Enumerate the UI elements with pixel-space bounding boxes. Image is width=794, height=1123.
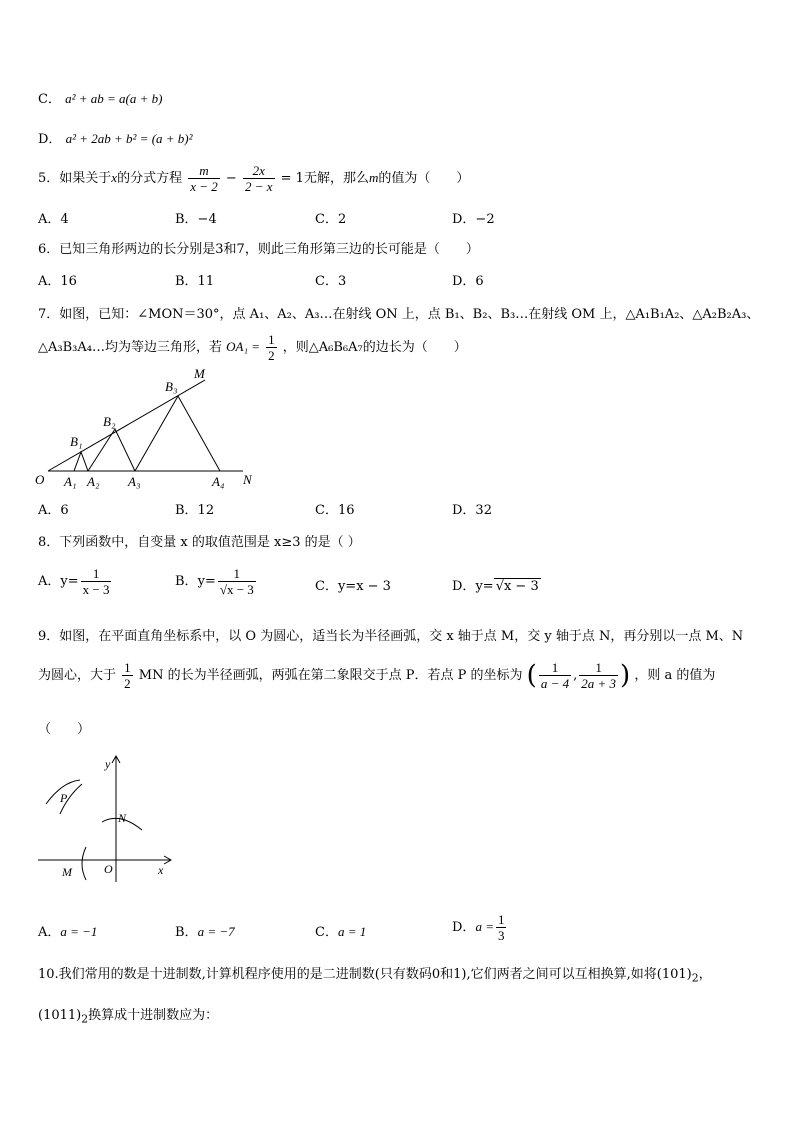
option-expression: √x − 3	[495, 579, 539, 594]
option-d-prev	[38, 128, 193, 147]
denominator: 2 − x	[244, 179, 273, 194]
numerator: 1	[218, 566, 256, 582]
label-y: y	[105, 757, 111, 771]
denominator: 3	[497, 928, 505, 943]
q6-option-a[interactable]: A．16	[38, 274, 77, 289]
option-label: D．	[452, 579, 476, 594]
denominator: x − 2	[190, 179, 218, 194]
denominator: a − 4	[540, 676, 570, 691]
q9-coord-x	[539, 660, 571, 691]
q9-paren-right: )	[620, 660, 631, 691]
q5-option-b[interactable]: B．−4	[175, 212, 217, 227]
option-label: C．	[315, 579, 338, 594]
question-5	[38, 163, 469, 194]
q8-option-c[interactable]	[315, 575, 391, 594]
option-expression: y=x − 3	[337, 579, 391, 594]
q6-option-b[interactable]: B．11	[175, 274, 215, 289]
label-a1: A₁	[64, 474, 77, 489]
option-label: C．	[315, 925, 338, 940]
question-10-line-2	[38, 1004, 218, 1026]
question-9-line-2: 为圆心，大于 $\frac{1}{2}$ MN 的长为半径画弧，两弧在第二象限交于点 P．若点 P 的坐标为 ( $\frac{1}{a - 4}$ , $\frac{1}{2a + 3}$ ) ，则 a 的值为	[38, 660, 716, 691]
q7-oa: OA₁ =	[226, 339, 260, 354]
q7-text: ，则△A₆B₆A₇的边长为（ ）	[282, 340, 467, 355]
q6-option-d[interactable]: D．6	[452, 274, 484, 289]
ray-om	[48, 380, 205, 471]
label-m: M	[62, 865, 72, 879]
q9-options	[38, 912, 738, 948]
numerator: 2x	[243, 163, 275, 179]
numerator: 1	[81, 566, 112, 582]
q9-figure	[30, 752, 190, 887]
denominator: 2	[124, 676, 131, 691]
q7-option-b[interactable]: B．12	[175, 503, 215, 518]
label-b1: B₁	[70, 434, 83, 449]
q9-coord-y	[579, 660, 618, 691]
minus-sign: −	[225, 171, 237, 186]
q5-option-a[interactable]: A．4	[38, 212, 69, 227]
denominator: 2	[268, 348, 275, 363]
option-expression: a² + 2ab + b² = (a + b)²	[65, 131, 193, 146]
triangle-a3b3a4	[135, 396, 220, 471]
q6-option-c[interactable]: C．3	[315, 274, 347, 289]
q5-option-c[interactable]: C．2	[315, 212, 347, 227]
q10-base-2: 2	[81, 1012, 89, 1026]
option-expression: a = −7	[197, 924, 235, 939]
denominator: √x − 3	[219, 582, 254, 597]
label-p: P	[60, 791, 68, 805]
q9-text: 为圆心，大于	[38, 668, 117, 683]
question-7-line-2	[38, 332, 467, 363]
q9-paren-left: (	[526, 660, 537, 691]
q7-text: △A₃B₃A₄…均为等边三角形，若	[38, 340, 222, 355]
q5-text: 无解，那么	[303, 171, 369, 186]
q8-option-d[interactable]	[452, 575, 541, 594]
q9-option-c[interactable]	[315, 921, 366, 940]
option-label: A．	[38, 925, 61, 940]
q7-figure	[30, 362, 270, 492]
numerator: 1	[579, 660, 618, 676]
q9-text: ，则 a 的值为	[634, 668, 716, 683]
q5-text: 的分式方程	[117, 171, 183, 186]
q8-b-fraction	[218, 566, 256, 597]
q5-equals: = 1	[280, 171, 304, 186]
q8-option-a[interactable]	[38, 566, 113, 597]
q9-option-a[interactable]	[38, 921, 97, 940]
q10-text: 换算成十进制数应为：	[88, 1008, 219, 1023]
label-a2: A₂	[87, 474, 100, 489]
label-x: x	[158, 863, 164, 877]
option-label: B．	[175, 925, 198, 940]
option-label: B．	[175, 574, 198, 589]
q7-fraction	[266, 332, 277, 363]
question-10-line-1	[38, 963, 712, 985]
arc-m	[82, 847, 86, 880]
q7-option-c[interactable]: C．16	[315, 503, 355, 518]
question-8: 8．下列函数中，自变量 x 的取值范围是 x≥3 的是（ ）	[38, 535, 361, 550]
question-7-line-1: 7．如图，已知：∠MON＝30°，点 A₁、A₂、A₃…在射线 ON 上，点 B₁、B₂、B₃…在射线 OM 上，△A₁B₁A₂、△A₂B₂A₃、	[38, 307, 760, 322]
numerator: 1	[268, 332, 275, 347]
numerator: 1	[539, 660, 571, 676]
q7-option-a[interactable]: A．6	[38, 503, 69, 518]
option-label: C．	[38, 92, 61, 107]
q10-number-2: (1011)	[38, 1008, 82, 1023]
label-m: M	[194, 366, 205, 381]
q8-a-fraction	[81, 566, 112, 597]
q5-fraction-2	[243, 163, 275, 194]
q10-text: ，	[698, 967, 712, 982]
q9-option-b[interactable]	[175, 921, 235, 940]
label-a3: A₃	[128, 474, 141, 489]
denominator: x − 3	[82, 582, 110, 597]
q7-option-d[interactable]: D．32	[452, 503, 492, 518]
q8-option-b[interactable]	[175, 566, 258, 597]
option-c-prev	[38, 88, 162, 107]
numerator: 1	[124, 660, 131, 675]
label-b2: B₂	[103, 414, 116, 429]
label-o: O	[35, 472, 45, 487]
denominator: 2a + 3	[581, 676, 617, 691]
q5-var-x: x	[111, 170, 118, 185]
question-9-line-3: （ ）	[38, 722, 91, 737]
q9-half-fraction	[122, 660, 133, 691]
q5-option-d[interactable]: D．−2	[452, 212, 495, 227]
q10-base-1: 2	[691, 971, 699, 985]
q9-option-d[interactable]	[452, 912, 508, 943]
question-9-line-1: 9．如图，在平面直角坐标系中，以 O 为圆心，适当长为半径画弧，交 x 轴于点 M，交 y 轴于点 N，再分别以一点 M、N	[38, 629, 744, 644]
option-expression: a² + ab = a(a + b)	[65, 91, 163, 106]
triangle-a2b2a3	[88, 429, 135, 471]
q5-var-m: m	[368, 170, 379, 185]
option-prefix: y=	[197, 574, 216, 589]
option-prefix: y=	[60, 574, 79, 589]
numerator: m	[188, 163, 220, 179]
label-o: O	[104, 862, 113, 876]
numerator: 1	[497, 912, 505, 927]
q9-text: MN 的长为半径画弧，两弧在第二象限交于点 P．若点 P 的坐标为	[138, 668, 523, 683]
option-expression: a = 1	[337, 924, 367, 939]
question-6: 6．已知三角形两边的长分别是3和7，则此三角形第三边的长可能是（ ）	[38, 242, 479, 257]
q10-text: 10.我们常用的数是十进制数,计算机程序使用的是二进制数(只有数码0和1),它们两者之间可以互相换算,如将	[38, 967, 657, 982]
q5-fraction-1	[188, 163, 220, 194]
q9-d-fraction	[496, 912, 507, 943]
label-n: N	[118, 811, 127, 825]
q10-number-1: (101)	[656, 967, 692, 982]
option-prefix: a =	[475, 919, 494, 934]
q5-text: 5．如果关于	[38, 171, 112, 186]
option-label: A．	[38, 574, 61, 589]
label-a4: A₄	[212, 474, 225, 489]
q5-text: 的值为（ ）	[378, 171, 470, 186]
q8-options	[38, 566, 738, 602]
option-expression: a = −1	[60, 924, 98, 939]
option-prefix: y=	[475, 579, 494, 594]
option-label: D．	[452, 920, 476, 935]
label-b3: B₃	[165, 379, 178, 394]
label-n: N	[243, 472, 252, 487]
option-label: D．	[38, 132, 62, 147]
